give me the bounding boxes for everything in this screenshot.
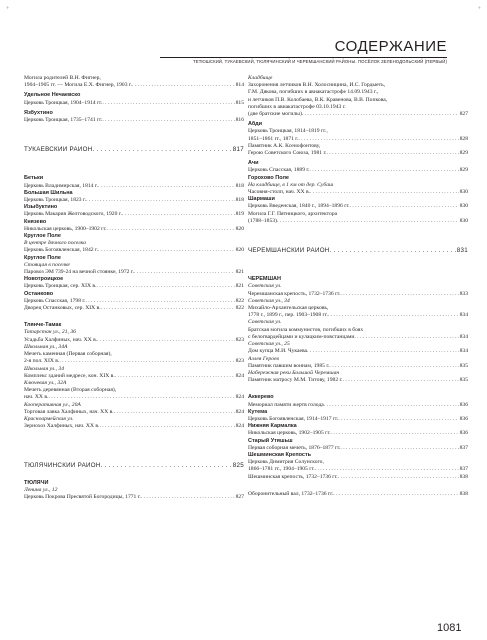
toc-entry: [248, 430, 468, 437]
dot-leader: [338, 474, 459, 481]
entry-page-number: 821: [235, 283, 244, 290]
toc-address: Красноармейская ул.: [24, 415, 74, 422]
toc-address: Советская ул., 25: [248, 341, 290, 348]
crop-mark-right: +: [477, 6, 481, 12]
toc-column-left: [24, 75, 244, 501]
entry-text: Церковь Покрова Пресвятой Богородицы, 1771 г.: [24, 493, 141, 500]
dot-leader: [277, 218, 459, 225]
entry-page-number: 819: [235, 211, 244, 218]
toc-text-line: Братская могила коммунистов, погибших в боях: [248, 326, 364, 333]
toc-text-line: Могила родителей В.Н. Фигнер,: [24, 75, 101, 81]
entry-text: Мемориал памяти жертв голода: [248, 401, 324, 408]
spacer: [248, 481, 468, 491]
page-title: СОДЕРЖАНИЕ: [334, 38, 447, 55]
entry-page-number: 838: [459, 473, 468, 480]
entry-text: 1904–1905 гг. — Могила Е.Х. Фигнер, 1903 г.: [24, 82, 132, 89]
dot-leader: [340, 445, 458, 452]
entry-text: нач. XX в.: [24, 394, 49, 401]
toc-locality-heading: Большая Шильна: [24, 189, 73, 196]
toc-entry: [248, 312, 468, 319]
toc-section-heading: [248, 247, 468, 254]
toc-address: Советская ул., 34: [248, 297, 290, 304]
entry-page-number: 814: [235, 82, 244, 89]
dot-leader: [333, 491, 458, 498]
dot-leader: [97, 337, 234, 344]
dot-leader: [354, 334, 458, 341]
spacer: [24, 430, 244, 452]
toc-text-line: Захоронения летчиков В.Н. Холосницина, И.С. Гордыеть,: [248, 82, 386, 89]
crop-mark-left: +: [6, 6, 10, 12]
toc-locality-heading: ТЮЛЯЧИ: [24, 479, 49, 486]
entry-page-number: 821: [235, 269, 244, 276]
toc-text-line: Могила Г.Г. Пятницкого, архитектора: [248, 210, 338, 217]
header-rule: [160, 57, 447, 58]
toc-entry: [248, 402, 468, 409]
toc-address: На кладбище, в 1 км от дер. Субаш: [248, 181, 334, 188]
entry-text: Никольская церковь, 1902–1905 гг.: [248, 430, 331, 437]
toc-locality-heading: Горохово Поле: [248, 174, 289, 181]
dot-leader: [309, 167, 458, 174]
toc-entry: [248, 377, 468, 384]
toc-entry: [24, 82, 244, 89]
dot-leader: [340, 291, 458, 298]
toc-locality-heading: Ачи: [248, 160, 259, 167]
toc-locality-heading: Старый Утяшьш: [248, 437, 293, 444]
toc-entry: [248, 363, 468, 370]
toc-address: Татарстан ул., 21, 36: [24, 329, 76, 336]
spacer: [248, 225, 468, 247]
toc-entry: [24, 423, 244, 430]
dot-leader: [93, 146, 232, 153]
toc-entry: [24, 283, 244, 290]
entry-page-number: 815: [235, 99, 244, 106]
entry-page-number: 833: [459, 290, 468, 297]
entry-text: Первая соборная мечеть, 1876–1877 гг.: [248, 444, 341, 451]
entry-page-number: 816: [235, 117, 244, 124]
toc-entry: [24, 117, 244, 124]
dot-leader: [298, 136, 458, 143]
entry-page-number: 836: [459, 401, 468, 408]
entry-page-number: 829: [459, 150, 468, 157]
toc-section-heading: [24, 462, 244, 469]
toc-column-right: [248, 75, 468, 498]
entry-text: Паровоз ЭМ 739-24 на вечной стоянке, 1972 г.: [24, 269, 134, 276]
toc-entry: [248, 291, 468, 298]
entry-text: Торговая лавка Халфиных, нач. XX в.: [24, 408, 114, 415]
entry-page-number: 831: [456, 247, 468, 255]
entry-text: Церковь Спасская, 1798 г.: [24, 297, 86, 304]
toc-entry: [248, 474, 468, 481]
toc-locality-heading: Удельное Нечаевско: [24, 92, 81, 99]
dot-leader: [307, 348, 459, 355]
toc-address: В центре дачного поселка: [24, 240, 86, 247]
dot-leader: [48, 394, 234, 401]
entry-text: 1866–1781 гг., 1904–1905 гг.: [248, 466, 315, 473]
entry-text: Черемшанская крепость, 1732–1736 гг.: [248, 290, 341, 297]
toc-entry: [24, 100, 244, 107]
toc-locality-heading: Аккерево: [248, 394, 274, 401]
entry-text: с белогвардейцами и кулацким-повстанцами: [248, 333, 355, 340]
entry-text: Комплекс зданий медресе, кон. XIX в.: [24, 372, 115, 379]
entry-page-number: 828: [459, 135, 468, 142]
entry-page-number: 830: [459, 203, 468, 210]
toc-entry: [24, 305, 244, 312]
entry-text: 1851–1861 гг., 1871 г.: [248, 135, 299, 142]
dot-leader: [329, 363, 458, 370]
entry-text: Церковь Троицкая, сер. XIX в.: [24, 283, 97, 290]
toc-entry: [24, 394, 244, 401]
dot-leader: [59, 358, 234, 365]
entry-page-number: 835: [459, 377, 468, 384]
entry-page-number: 834: [459, 348, 468, 355]
entry-text: Дом купца М.И. Чукаева: [248, 348, 308, 355]
entry-text: Церковь Богоявленская, 1842 г.: [24, 247, 99, 254]
entry-text: Памятник матросу М.М. Титову, 1982 г.: [248, 377, 343, 384]
toc-entry: [248, 150, 468, 157]
dot-leader: [96, 283, 234, 290]
toc-locality-heading: Шармаши: [248, 196, 275, 203]
entry-page-number: 820: [235, 247, 244, 254]
toc-entry: [248, 416, 468, 423]
dot-leader: [315, 466, 459, 473]
entry-text: Церковь Введенская, 1840 г., 1894–1896 гг.: [248, 203, 350, 210]
toc-text-line: Мечеть каменная (Первая соборная),: [24, 351, 112, 358]
toc-text-line: Г.М. Дякова, погибших в авиакатастрофе 14.09.1943 г.,: [248, 89, 379, 96]
toc-address: Кооперативная ул., 20А: [24, 401, 81, 408]
entry-page-number: 827: [459, 111, 468, 118]
toc-locality-heading: Нижняя Кармалка: [248, 423, 297, 430]
toc-text-line: Михайло-Архангельская церковь,: [248, 305, 329, 312]
entry-page-number: 820: [235, 225, 244, 232]
dot-leader: [302, 111, 459, 118]
toc-entry: [248, 111, 468, 118]
dot-leader: [102, 100, 234, 107]
entry-page-number: 823: [235, 336, 244, 343]
toc-locality-heading: Кутема: [248, 408, 268, 415]
toc-locality-heading: Язбухтино: [24, 109, 53, 116]
toc-entry: [248, 491, 468, 498]
dot-leader: [331, 430, 459, 437]
toc-locality-heading: Абди: [248, 121, 263, 128]
toc-entry: [24, 373, 244, 380]
toc-locality-heading: Новотроицкое: [24, 276, 64, 283]
entry-page-number: 837: [459, 444, 468, 451]
toc-address: Аллея Героев: [248, 355, 279, 362]
entry-text: ТУКАЕВСКИЙ РАЙОН: [24, 146, 93, 154]
spacer: [248, 254, 468, 276]
entry-text: Оборонительный вал, 1732–1736 гг.: [248, 490, 334, 497]
toc-text-line: и летчиков П.В. Колобаева, В.К. Кравенова, В.В. Попкова,: [248, 96, 388, 103]
toc-locality-heading: Бетьки: [24, 175, 44, 182]
toc-locality-heading: Изыбуктино: [24, 204, 58, 211]
entry-page-number: 818: [235, 197, 244, 204]
entry-text: Никольская церковь, 1900–1902 гг.: [24, 225, 107, 232]
toc-entry: [24, 183, 244, 190]
running-head: ТЕТЮШСКИЙ, ТУКАЕВСКИЙ, ТЮЛЯЧИНСКИЙ И ЧЕРЕМШАНСКИЙ РАЙОНЫ. ПОСЁЛОК ЗЕЛЕНОДОЛЬСКИЙ (ПЕРВЫЙ): [193, 59, 447, 64]
toc-entry: [24, 337, 244, 344]
entry-text: Церковь Макария Желтоводского, 1920 г.: [24, 211, 122, 218]
toc-entry: [24, 269, 244, 276]
toc-address: Стоящая в поселке: [24, 261, 70, 268]
toc-entry: [248, 136, 468, 143]
entry-page-number: 836: [459, 430, 468, 437]
dot-leader: [328, 312, 459, 319]
dot-leader: [343, 377, 459, 384]
toc-address: Ключевая ул., 32А: [24, 379, 67, 386]
entry-text: Зернохоз Халфиных, нач. XX в.: [24, 423, 100, 430]
toc-entry: [24, 197, 244, 204]
toc-locality-heading: Останково: [24, 290, 54, 297]
entry-text: Церковь Троицкая, 1735–1741 гг.: [24, 117, 103, 124]
entry-text: 1778 г., 1899 г., пер. 1903–1908 гг.: [248, 312, 328, 319]
dot-leader: [134, 269, 235, 276]
toc-locality-heading: Тлянче-Тамак: [24, 322, 62, 329]
dot-leader: [338, 416, 458, 423]
dot-leader: [86, 197, 235, 204]
entry-page-number: 824: [235, 372, 244, 379]
entry-page-number: 837: [459, 466, 468, 473]
toc-entry: [248, 348, 468, 355]
toc-entry: [24, 494, 244, 501]
toc-address: Советская ул.: [248, 283, 282, 290]
entry-page-number: 822: [235, 305, 244, 312]
dot-leader: [324, 402, 459, 409]
dot-leader: [101, 462, 232, 469]
toc-entry: [248, 189, 468, 196]
toc-entry: [24, 358, 244, 365]
entry-text: (две братские могилы): [248, 111, 302, 118]
dot-leader: [327, 150, 459, 157]
entry-page-number: 827: [235, 493, 244, 500]
entry-text: (1788–1853): [248, 217, 277, 224]
toc-entry: [248, 167, 468, 174]
toc-text-line: Мечеть деревянная (Вторая соборная),: [24, 387, 117, 394]
toc-locality-heading: Шешминская Крепость: [248, 451, 312, 458]
toc-text-line: Церковь Троицкая, 1814–1819 гг.,: [248, 128, 328, 135]
entry-text: ТЮЛЯЧИНСКИЙ РАЙОН: [24, 462, 101, 470]
toc-locality-heading: Круглое Поле: [24, 233, 61, 240]
entry-text: Шешминская крепость, 1732–1736 гг.: [248, 473, 338, 480]
spacer: [24, 312, 244, 322]
toc-text-line: Церковь Димитрия Солунского,: [248, 459, 324, 466]
dot-leader: [330, 247, 456, 254]
spacer: [24, 470, 244, 480]
toc-entry: [24, 409, 244, 416]
entry-page-number: 830: [459, 189, 468, 196]
entry-page-number: 824: [235, 423, 244, 430]
entry-page-number: 838: [459, 490, 468, 497]
entry-text: Церковь Спасская, 1889 г.: [248, 167, 310, 174]
spacer: [24, 124, 244, 146]
entry-page-number: 825: [232, 462, 244, 470]
entry-text: ЧЕРЕМШАНСКИЙ РАЙОН: [248, 247, 330, 255]
toc-address: Набережная реки Большой Черемшан: [248, 369, 340, 376]
dot-leader: [107, 226, 235, 233]
toc-address: Школьная ул., 34: [24, 365, 65, 372]
entry-page-number: 830: [459, 217, 468, 224]
toc-address: Советская ул.: [248, 319, 282, 326]
entry-page-number: 823: [235, 358, 244, 365]
entry-text: Церковь Владимирская, 1814 г.: [24, 182, 98, 189]
entry-page-number: 817: [232, 146, 244, 154]
toc-address: Ленина ул., 12: [24, 486, 58, 493]
entry-text: Церковь Троицкая, 1823 г.: [24, 197, 87, 204]
dot-leader: [101, 305, 235, 312]
toc-entry: [248, 203, 468, 210]
toc-entry: [24, 211, 244, 218]
spacer: [24, 452, 244, 462]
toc-address: Школьная ул., 34А: [24, 343, 68, 350]
toc-address: Кладбище: [248, 75, 273, 81]
dot-leader: [132, 82, 235, 89]
entry-page-number: 829: [459, 167, 468, 174]
page-number: 1081: [437, 622, 462, 634]
entry-text: Герою Советского Союза, 1981 г.: [248, 150, 327, 157]
toc-entry: [248, 334, 468, 341]
toc-entry: [248, 218, 468, 225]
toc-entry: [24, 226, 244, 233]
entry-text: Дворец Останковых, сер. XIX в.: [24, 305, 101, 312]
entry-text: Усадьба Халфиных, нач. XX в.: [24, 336, 98, 343]
toc-section-heading: [24, 146, 244, 153]
dot-leader: [350, 203, 459, 210]
entry-page-number: 824: [235, 408, 244, 415]
dot-leader: [141, 494, 235, 501]
entry-page-number: 835: [459, 362, 468, 369]
entry-page-number: 834: [459, 333, 468, 340]
dot-leader: [115, 373, 235, 380]
spacer: [248, 384, 468, 394]
dot-leader: [98, 247, 235, 254]
entry-text: Церковь Троицкая, 1904–1914 гг.: [24, 99, 103, 106]
entry-page-number: 836: [459, 415, 468, 422]
dot-leader: [98, 183, 235, 190]
toc-entry: [248, 445, 468, 452]
toc-text-line: Памятник А.К. Ксенофонтову,: [248, 142, 321, 149]
toc-text-line: погибших в авиакатастрофе 03.10.1943 г.: [248, 103, 346, 110]
entry-text: Церковь Богоявленская, 1914–1917 гг.: [248, 415, 339, 422]
toc-locality-heading: Князево: [24, 218, 47, 225]
toc-entry: [248, 466, 468, 473]
dot-leader: [114, 409, 235, 416]
entry-page-number: 824: [235, 394, 244, 401]
dot-leader: [310, 189, 459, 196]
toc-entry: [24, 298, 244, 305]
toc-locality-heading: Круглое Поле: [24, 254, 61, 261]
toc-entry: [24, 247, 244, 254]
entry-page-number: 818: [235, 182, 244, 189]
entry-page-number: 834: [459, 312, 468, 319]
dot-leader: [85, 298, 234, 305]
entry-text: Часовня-столп, нач. XX в.: [248, 189, 311, 196]
entry-text: 2-я пол. XIX в.: [24, 358, 60, 365]
spacer: [24, 153, 244, 175]
dot-leader: [99, 423, 234, 430]
toc-locality-heading: ЧЕРЕМШАН: [248, 276, 281, 283]
dot-leader: [102, 117, 234, 124]
entry-page-number: 822: [235, 297, 244, 304]
dot-leader: [122, 211, 235, 218]
entry-text: Памятник павшим воинам, 1985 г.: [248, 362, 330, 369]
